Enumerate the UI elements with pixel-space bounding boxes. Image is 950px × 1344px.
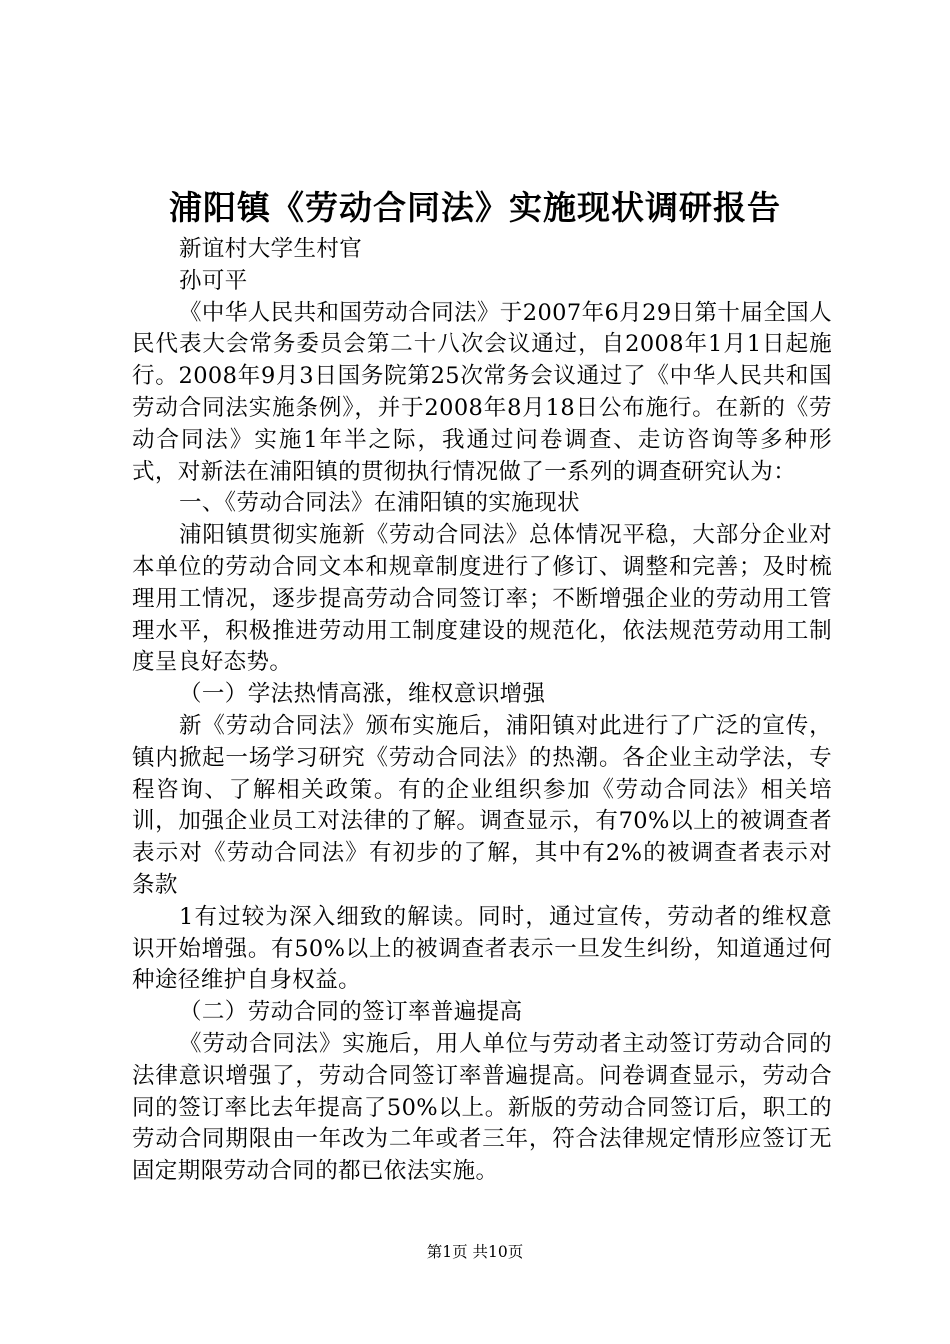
section-heading-1: 一、《劳动合同法》在浦阳镇的实施现状 xyxy=(179,490,580,517)
subsection-heading-2: （二）劳动合同的签订率普遍提高 xyxy=(179,999,523,1026)
document-title: 浦阳镇《劳动合同法》实施现状调研报告 xyxy=(169,188,781,227)
paragraph-law-study: 新《劳动合同法》颁布实施后，浦阳镇对此进行了广泛的宣传，镇内掀起一场学习研究《劳动合同法》的热潮。各企业主动学法，专程咨询、了解相关政策。有的企业组织参加《劳动合同法》相关培训，加强企业员工对法律的了解。调查显示，有70%以上的被调查者表示对《劳动合同法》有初步的了解，其中有2%的被调查者表示对条款 xyxy=(132,712,832,898)
document-body xyxy=(132,234,832,1188)
subsection-heading-1: （一）学法热情高涨，维权意识增强 xyxy=(179,681,546,708)
author-name: 孙可平 xyxy=(179,267,248,294)
author-unit: 新谊村大学生村官 xyxy=(179,236,363,262)
paragraph-intro: 《中华人民共和国劳动合同法》于2007年6月29日第十届全国人民代表大会常务委员会第二十八次会议通过，自2008年1月1日起施行。2008年9月3日国务院第25次常务会议通过了《中华人民共和国劳动合同法实施条例》，并于2008年8月18日公布施行。在新的《劳动合同法》实施1年半之际，我通过问卷调查、走访咨询等多种形式，对新法在浦阳镇的贯彻执行情况做了一系列的调查研究认为： xyxy=(132,299,832,485)
paragraph-rights-awareness: 1有过较为深入细致的解读。同时，通过宣传，劳动者的维权意识开始增强。有50%以上的被调查者表示一旦发生纠纷，知道通过何种途径维护自身权益。 xyxy=(132,903,832,994)
paragraph-contract-rate: 《劳动合同法》实施后，用人单位与劳动者主动签订劳动合同的法律意识增强了，劳动合同签订率普遍提高。问卷调查显示，劳动合同的签订率比去年提高了50%以上。新版的劳动合同签订后，职工的劳动合同期限由一年改为二年或者三年，符合法律规定情形应签订无固定期限劳动合同的都已依法实施。 xyxy=(132,1030,832,1185)
paragraph-overview: 浦阳镇贯彻实施新《劳动合同法》总体情况平稳，大部分企业对本单位的劳动合同文本和规章制度进行了修订、调整和完善；及时梳理用工情况，逐步提高劳动合同签订率；不断增强企业的劳动用工管理水平，积极推进劳动用工制度建设的规范化，依法规范劳动用工制度呈良好态势。 xyxy=(132,522,832,676)
page-footer: 第1页 共10页 xyxy=(426,1243,524,1261)
